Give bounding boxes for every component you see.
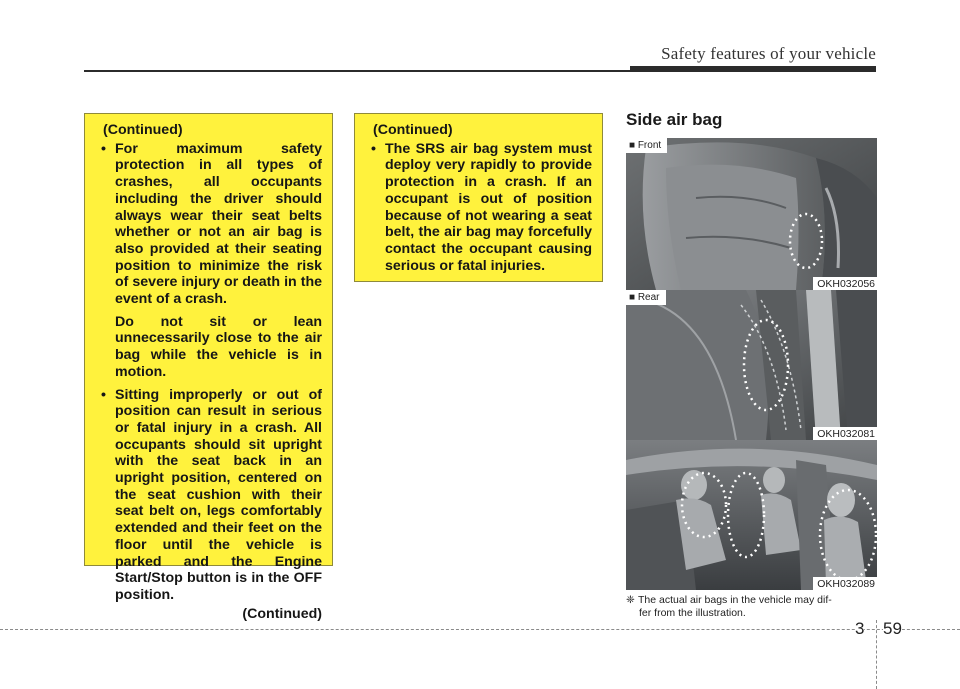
warning-paragraph: Do not sit or lean unnecessarily close to the air bag while the vehicle is in motion. <box>115 313 322 380</box>
chapter-number: 3 <box>855 619 865 638</box>
warning-box-left <box>84 113 333 622</box>
note-symbol-icon: ❈ <box>626 594 635 606</box>
rear-seat-illustration <box>626 290 877 440</box>
section-title: Side air bag <box>626 110 723 129</box>
front-seat-airbag-photo <box>626 138 877 290</box>
warning-bullet <box>365 141 592 275</box>
header-tab-bar <box>630 66 876 72</box>
note-text-line1: The actual air bags in the vehicle may dif- <box>638 594 832 606</box>
deployment-illustration <box>626 440 877 590</box>
photo-tag: ■ Rear <box>626 290 666 305</box>
bullet-dot-icon: • <box>371 140 376 157</box>
footer-divider <box>876 620 877 689</box>
warning-bullet-text: For maximum safety protection in all types of crashes, all occupants including the driver should always wear their seat belts whether or not an air bag is also provided at their seating position to minimize the risk of severe injury or death in the event of a crash. <box>115 140 322 308</box>
page-number: 59 <box>883 619 902 638</box>
continued-label-top: (Continued) <box>103 122 183 138</box>
note-text-line2: fer from the illustration. <box>639 606 746 619</box>
photo-tag: ■ Front <box>626 138 667 153</box>
footer-dashed-line <box>0 629 960 630</box>
warning-bullet <box>95 387 322 604</box>
image-code: OKH032056 <box>813 277 877 290</box>
warning-bullet-text: The SRS air bag system must deploy very rapidly to provide protection in a crash. If an occupant is out of position because of not wearing a seat belt, the air bag may forcefully contact the occupant causing serious or fatal injuries. <box>385 140 592 274</box>
continued-label-top: (Continued) <box>373 122 453 138</box>
rear-seat-airbag-photo <box>626 290 877 440</box>
front-seat-illustration <box>626 138 877 290</box>
bullet-dot-icon: • <box>101 386 106 403</box>
warning-bullet <box>95 141 322 308</box>
continued-label-bottom: (Continued) <box>242 605 322 622</box>
bullet-dot-icon: • <box>101 140 106 157</box>
warning-bullet-text: Sitting improperly or out of position can result in serious or fatal injury in a crash. All occupants should sit upright with the seat back in an upright position, centered on the seat cushion with their seat belt on, legs comfortably extended and their feet on the floor until the vehicle is parked and the Engine Start/Stop button is in the OFF position. <box>115 386 322 603</box>
warning-box-right <box>354 113 603 282</box>
header-title: Safety features of your vehicle <box>661 44 876 63</box>
image-code: OKH032081 <box>813 427 877 440</box>
illustration-note <box>626 594 876 619</box>
image-code: OKH032089 <box>813 577 877 590</box>
side-airbag-deployment-illustration <box>626 440 877 590</box>
